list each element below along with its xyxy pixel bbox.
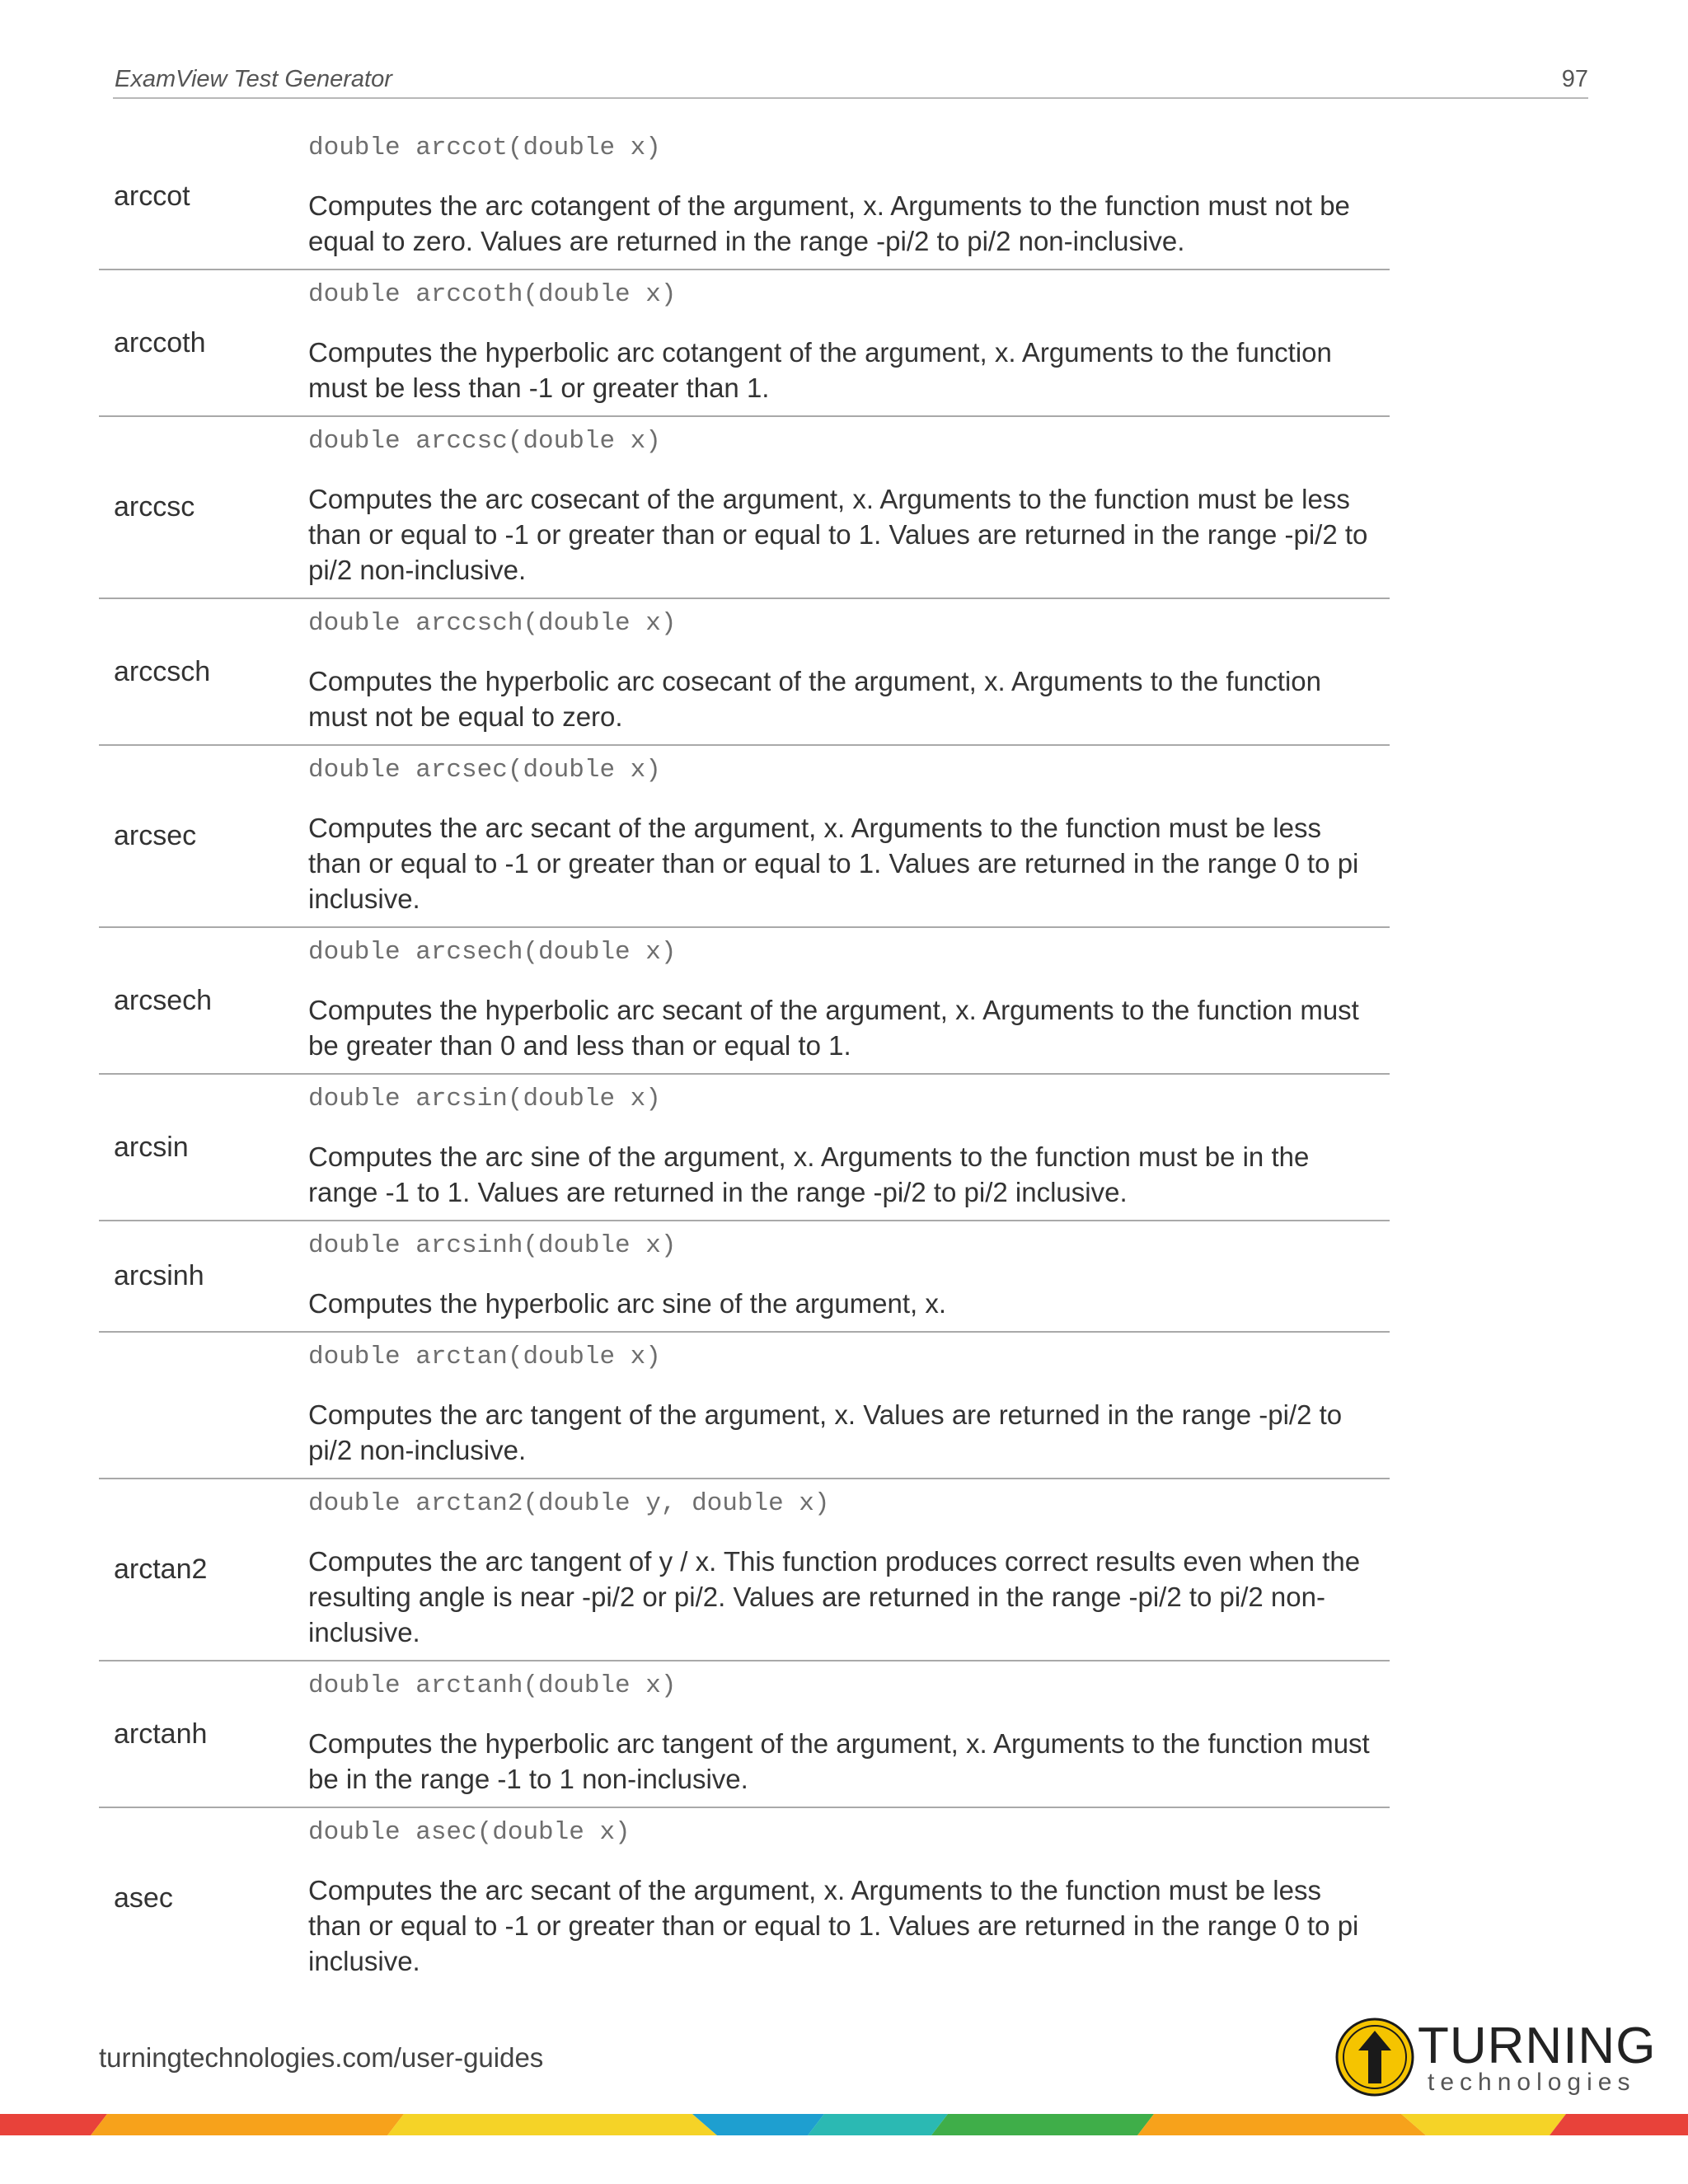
function-description: Computes the hyperbolic arc secant of the argument, x. Arguments to the function must be greater than 0 and less than or equal to 1. — [308, 995, 1359, 1061]
function-name: arcsec — [114, 820, 197, 851]
logo-subword: technologies — [1428, 2069, 1636, 2096]
function-name: arctan2 — [114, 1554, 208, 1585]
function-details — [308, 124, 1390, 269]
function-description: Computes the arc tangent of the argument, x. Values are returned in the range -pi/2 to pi/2 non-inclusive. — [308, 1399, 1343, 1465]
page-number: 97 — [1561, 66, 1588, 92]
function-description: Computes the arc secant of the argument, x. Arguments to the function must be less than or equal to -1 or greater than or equal to 1. Values are returned in the range 0 to pi inclusive. — [308, 1875, 1359, 1976]
function-description: Computes the hyperbolic arc cosecant of the argument, x. Arguments to the function must not be equal to zero. — [308, 666, 1322, 732]
function-description: Computes the arc cosecant of the argument, x. Arguments to the function must be less than or equal to -1 or greater than or equal to 1. Values are returned in the range -pi/2 to pi/2 non-inclusive. — [308, 484, 1368, 585]
function-name: arcsech — [114, 984, 213, 1016]
document-title: ExamView Test Generator — [115, 66, 392, 92]
function-signature: double arccsc(double x) — [308, 427, 661, 456]
function-signature: double arcsin(double x) — [308, 1085, 661, 1113]
function-details — [308, 746, 1390, 926]
function-signature: double arcsech(double x) — [308, 938, 677, 967]
function-description: Computes the hyperbolic arc sine of the argument, x. — [308, 1288, 947, 1319]
function-details — [308, 599, 1390, 744]
page-header — [113, 64, 1588, 99]
function-details — [308, 1075, 1390, 1220]
footer-color-stripe — [0, 2114, 1688, 2135]
function-table — [99, 124, 1390, 1989]
function-name: arctanh — [114, 1718, 208, 1750]
table-row — [99, 928, 1390, 1075]
function-signature: double arccot(double x) — [308, 134, 661, 162]
function-signature: double arcsec(double x) — [308, 756, 661, 785]
table-row — [99, 417, 1390, 599]
function-signature: double arccsch(double x) — [308, 609, 677, 638]
function-details — [308, 1479, 1390, 1660]
function-name — [99, 1333, 308, 1478]
table-row — [99, 1333, 1390, 1479]
table-row — [99, 124, 1390, 270]
function-signature: double arctan(double x) — [308, 1343, 661, 1371]
table-row — [99, 1075, 1390, 1221]
function-signature: double asec(double x) — [308, 1818, 631, 1847]
function-details — [308, 1808, 1390, 1989]
function-description: Computes the hyperbolic arc tangent of the argument, x. Arguments to the function must be in the range -1 to 1 non-inclusive. — [308, 1728, 1370, 1794]
function-signature: double arcsinh(double x) — [308, 1231, 677, 1260]
function-details — [308, 928, 1390, 1073]
function-details — [308, 270, 1390, 415]
function-description: Computes the hyperbolic arc cotangent of the argument, x. Arguments to the function must be less than -1 or greater than 1. — [308, 337, 1332, 403]
function-name: asec — [114, 1882, 173, 1914]
turning-technologies-logo — [1335, 2018, 1657, 2100]
table-row — [99, 1661, 1390, 1808]
function-name: arccsch — [114, 655, 211, 687]
table-row — [99, 599, 1390, 746]
footer-link[interactable]: turningtechnologies.com/user-guides — [99, 2042, 544, 2073]
function-details — [308, 1221, 1390, 1331]
table-row — [99, 270, 1390, 417]
function-name: arcsin — [114, 1131, 189, 1163]
function-signature: double arctanh(double x) — [308, 1671, 677, 1700]
function-signature: double arctan2(double y, double x) — [308, 1489, 830, 1518]
table-row — [99, 1808, 1390, 1989]
function-details — [308, 1661, 1390, 1807]
function-signature: double arccoth(double x) — [308, 280, 677, 309]
function-name: arccot — [114, 180, 190, 212]
function-description: Computes the arc secant of the argument, x. Arguments to the function must be less than or equal to -1 or greater than or equal to 1. Values are returned in the range 0 to pi inclusive. — [308, 813, 1359, 914]
logo-wordmark: TURNING — [1418, 2018, 1657, 2074]
function-name: arcsinh — [114, 1260, 204, 1291]
function-name: arccoth — [114, 326, 206, 359]
function-details — [308, 417, 1390, 598]
function-description: Computes the arc sine of the argument, x. Arguments to the function must be in the range -1 to 1. Values are returned in the range -pi/2 to pi/2 inclusive. — [308, 1141, 1310, 1207]
function-name: arccsc — [114, 491, 195, 523]
function-description: Computes the arc cotangent of the argument, x. Arguments to the function must not be equal to zero. Values are returned in the range -pi/2 to pi/2 non-inclusive. — [308, 190, 1350, 256]
function-details — [308, 1333, 1390, 1478]
arrow-logo-icon — [1335, 2018, 1414, 2097]
table-row — [99, 1221, 1390, 1333]
table-row — [99, 746, 1390, 928]
function-description: Computes the arc tangent of y / x. This function produces correct results even when the resulting angle is near -pi/2 or pi/2. Values are returned in the range -pi/2 to pi/2 non-inclusive. — [308, 1546, 1361, 1647]
table-row — [99, 1479, 1390, 1661]
